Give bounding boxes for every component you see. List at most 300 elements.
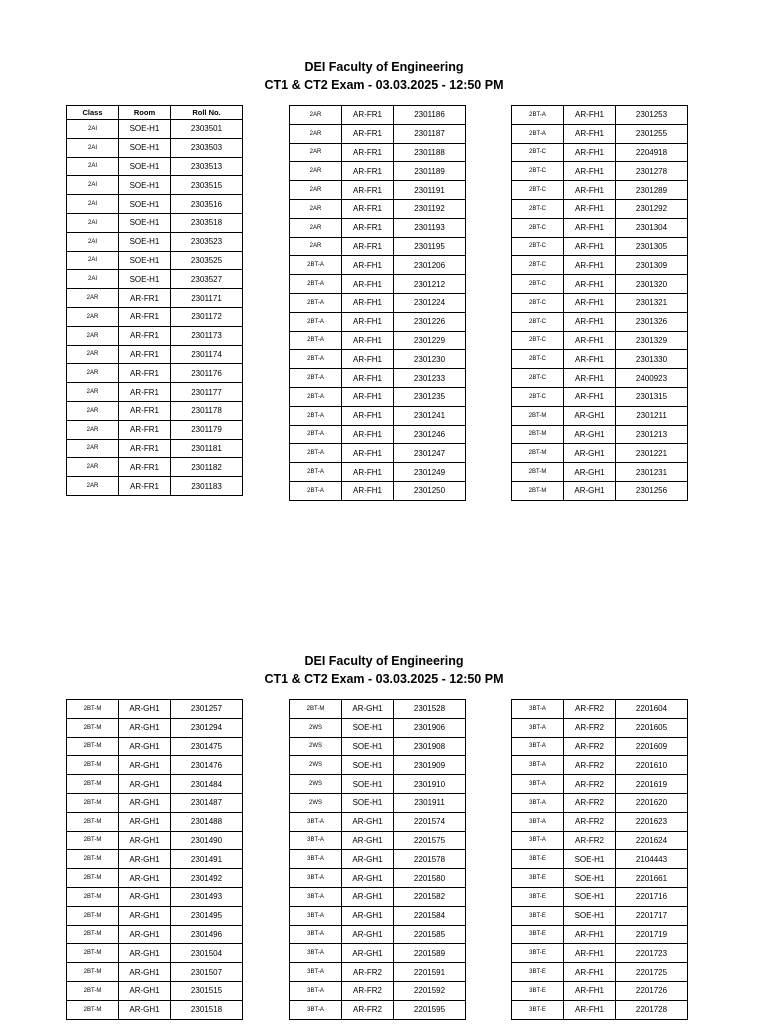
roll-no-cell: 2303525 — [171, 251, 243, 270]
room-cell: AR-FH1 — [342, 369, 394, 388]
room-cell: AR-FR2 — [564, 775, 616, 794]
class-cell: 2AI — [67, 251, 119, 270]
table-row — [512, 256, 688, 275]
room-cell: AR-GH1 — [119, 850, 171, 869]
table-row — [290, 887, 466, 906]
class-cell: 3BT-A — [512, 812, 564, 831]
roll-no-cell: 2201716 — [616, 887, 688, 906]
room-cell: AR-FR1 — [119, 420, 171, 439]
room-cell: SOE-H1 — [119, 195, 171, 214]
table-row — [290, 981, 466, 1000]
roll-no-cell: 2303518 — [171, 213, 243, 232]
table-row — [67, 458, 243, 477]
roll-no-cell: 2301189 — [394, 162, 466, 181]
table-row — [512, 850, 688, 869]
room-cell: SOE-H1 — [119, 213, 171, 232]
class-cell: 2BT-M — [67, 700, 119, 719]
room-cell: AR-FH1 — [342, 463, 394, 482]
class-cell: 2BT-M — [67, 812, 119, 831]
roll-no-cell: 2303515 — [171, 176, 243, 195]
roll-no-cell: 2201719 — [616, 925, 688, 944]
roll-no-cell: 2201624 — [616, 831, 688, 850]
table-row — [290, 963, 466, 982]
class-cell: 2BT-M — [67, 1000, 119, 1019]
room-cell: AR-GH1 — [119, 1000, 171, 1019]
room-cell: AR-FR1 — [119, 477, 171, 496]
table-row — [67, 364, 243, 383]
class-cell: 2BT-M — [67, 756, 119, 775]
class-cell: 3BT-E — [512, 906, 564, 925]
class-cell: 3BT-A — [290, 981, 342, 1000]
room-cell: AR-FH1 — [564, 181, 616, 200]
room-cell: SOE-H1 — [564, 869, 616, 888]
class-cell: 3BT-E — [512, 963, 564, 982]
class-cell: 3BT-A — [290, 1000, 342, 1019]
table-row — [290, 350, 466, 369]
roll-no-cell: 2301294 — [171, 718, 243, 737]
class-cell: 3BT-A — [512, 737, 564, 756]
roll-no-cell: 2301292 — [616, 199, 688, 218]
roll-no-cell: 2201605 — [616, 718, 688, 737]
room-cell: AR-FH1 — [342, 481, 394, 500]
roll-no-cell: 2400923 — [616, 369, 688, 388]
room-cell: AR-FH1 — [564, 981, 616, 1000]
class-cell: 3BT-A — [290, 925, 342, 944]
table-row — [512, 124, 688, 143]
table-row — [290, 700, 466, 719]
class-cell: 2BT-M — [512, 481, 564, 500]
class-cell: 2BT-M — [67, 831, 119, 850]
room-cell: AR-FH1 — [564, 331, 616, 350]
table-row — [67, 756, 243, 775]
table-row — [67, 120, 243, 139]
table-row — [67, 326, 243, 345]
table-row — [67, 270, 243, 289]
table-row — [67, 887, 243, 906]
table-row — [67, 869, 243, 888]
room-cell: AR-GH1 — [342, 812, 394, 831]
table-row — [290, 775, 466, 794]
table-row — [290, 162, 466, 181]
table-row — [67, 157, 243, 176]
table-row — [512, 181, 688, 200]
table-row — [512, 425, 688, 444]
roll-no-cell: 2201619 — [616, 775, 688, 794]
roll-no-cell: 2201620 — [616, 793, 688, 812]
class-cell: 2BT-A — [290, 463, 342, 482]
class-cell: 2BT-M — [512, 406, 564, 425]
table-row — [290, 293, 466, 312]
roll-no-cell: 2301172 — [171, 307, 243, 326]
class-cell: 2BT-A — [290, 256, 342, 275]
room-cell: AR-FR2 — [564, 812, 616, 831]
class-cell: 2BT-M — [67, 793, 119, 812]
room-cell: SOE-H1 — [342, 737, 394, 756]
class-cell: 2BT-A — [290, 293, 342, 312]
class-cell: 3BT-A — [290, 906, 342, 925]
roll-no-cell: 2201609 — [616, 737, 688, 756]
table-row — [67, 812, 243, 831]
class-cell: 2AR — [67, 383, 119, 402]
roll-no-cell: 2301178 — [171, 401, 243, 420]
table-row — [290, 143, 466, 162]
roll-no-cell: 2301255 — [616, 124, 688, 143]
seating-table-5 — [289, 699, 466, 1020]
class-cell: 3BT-A — [290, 944, 342, 963]
roll-no-cell: 2301488 — [171, 812, 243, 831]
class-cell: 2BT-M — [290, 700, 342, 719]
class-cell: 2AR — [290, 237, 342, 256]
roll-no-cell: 2301247 — [394, 444, 466, 463]
roll-no-cell: 2301246 — [394, 425, 466, 444]
roll-no-cell: 2301221 — [616, 444, 688, 463]
table-row — [290, 831, 466, 850]
roll-no-cell: 2301233 — [394, 369, 466, 388]
class-cell: 2BT-C — [512, 293, 564, 312]
room-cell: AR-FR1 — [342, 124, 394, 143]
roll-no-cell: 2301315 — [616, 387, 688, 406]
class-cell: 2BT-M — [512, 425, 564, 444]
room-cell: AR-FH1 — [564, 944, 616, 963]
room-cell: AR-FR2 — [342, 981, 394, 1000]
class-cell: 2BT-M — [67, 737, 119, 756]
table-row — [67, 307, 243, 326]
table-row — [67, 850, 243, 869]
roll-no-cell: 2301475 — [171, 737, 243, 756]
table-row — [290, 425, 466, 444]
room-cell: SOE-H1 — [564, 887, 616, 906]
room-cell: AR-FH1 — [564, 218, 616, 237]
room-cell: AR-GH1 — [564, 481, 616, 500]
class-cell: 2AR — [290, 124, 342, 143]
class-cell: 2BT-C — [512, 162, 564, 181]
table-row — [290, 812, 466, 831]
page2-title — [0, 652, 768, 688]
room-cell: AR-FR1 — [342, 143, 394, 162]
class-cell: 2BT-C — [512, 369, 564, 388]
roll-no-cell: 2301173 — [171, 326, 243, 345]
table-row — [67, 737, 243, 756]
room-cell: AR-FR1 — [119, 439, 171, 458]
class-cell: 3BT-A — [512, 718, 564, 737]
roll-no-cell: 2301229 — [394, 331, 466, 350]
table-row — [290, 444, 466, 463]
class-cell: 3BT-E — [512, 869, 564, 888]
class-cell: 2WS — [290, 737, 342, 756]
room-cell: SOE-H1 — [119, 138, 171, 157]
class-cell: 2AR — [67, 420, 119, 439]
table-row — [67, 700, 243, 719]
table-row — [512, 331, 688, 350]
table-row — [67, 383, 243, 402]
roll-no-cell: 2301495 — [171, 906, 243, 925]
room-cell: AR-GH1 — [564, 444, 616, 463]
page2-title-line1: DEI Faculty of Engineering — [304, 654, 464, 668]
table-row — [290, 406, 466, 425]
room-cell: SOE-H1 — [342, 793, 394, 812]
class-cell: 2BT-C — [512, 275, 564, 294]
roll-no-cell: 2301515 — [171, 981, 243, 1000]
room-cell: AR-FH1 — [564, 1000, 616, 1019]
room-cell: AR-FR2 — [342, 963, 394, 982]
table-row — [512, 869, 688, 888]
class-cell: 3BT-A — [512, 831, 564, 850]
table-row — [512, 906, 688, 925]
table-row — [67, 1000, 243, 1019]
roll-no-cell: 2301321 — [616, 293, 688, 312]
roll-no-cell: 2301191 — [394, 181, 466, 200]
room-cell: AR-GH1 — [342, 850, 394, 869]
room-cell: AR-FH1 — [342, 387, 394, 406]
room-cell: AR-GH1 — [119, 700, 171, 719]
roll-no-cell: 2301183 — [171, 477, 243, 496]
class-cell: 2BT-C — [512, 199, 564, 218]
class-cell: 2AR — [290, 162, 342, 181]
class-cell: 2BT-M — [67, 869, 119, 888]
room-cell: AR-FH1 — [342, 275, 394, 294]
table-row — [67, 718, 243, 737]
class-cell: 2WS — [290, 793, 342, 812]
room-cell: AR-FH1 — [564, 237, 616, 256]
table-row — [512, 812, 688, 831]
roll-no-cell: 2301507 — [171, 963, 243, 982]
roll-no-cell: 2301257 — [171, 700, 243, 719]
roll-no-cell: 2301305 — [616, 237, 688, 256]
table-row — [512, 1000, 688, 1019]
class-cell: 3BT-A — [290, 812, 342, 831]
class-cell: 2BT-A — [290, 312, 342, 331]
room-cell: AR-FH1 — [564, 143, 616, 162]
roll-no-cell: 2301249 — [394, 463, 466, 482]
room-cell: AR-GH1 — [119, 981, 171, 1000]
class-cell: 2BT-C — [512, 143, 564, 162]
table-row — [290, 737, 466, 756]
table-row — [512, 756, 688, 775]
room-cell: AR-GH1 — [119, 812, 171, 831]
page1-title-line2: CT1 & CT2 Exam - 03.03.2025 - 12:50 PM — [264, 78, 504, 92]
class-cell: 2BT-C — [512, 256, 564, 275]
class-cell: 2AR — [67, 326, 119, 345]
class-cell: 2BT-C — [512, 237, 564, 256]
class-cell: 2AR — [290, 106, 342, 125]
class-cell: 2AI — [67, 195, 119, 214]
room-cell: AR-FR2 — [564, 793, 616, 812]
roll-no-cell: 2301329 — [616, 331, 688, 350]
room-cell: SOE-H1 — [119, 251, 171, 270]
roll-no-cell: 2301174 — [171, 345, 243, 364]
room-cell: AR-GH1 — [342, 869, 394, 888]
roll-no-cell: 2301192 — [394, 199, 466, 218]
room-cell: AR-FH1 — [564, 350, 616, 369]
class-cell: 2BT-A — [290, 425, 342, 444]
room-cell: AR-GH1 — [119, 925, 171, 944]
roll-no-cell: 2301518 — [171, 1000, 243, 1019]
room-cell: AR-GH1 — [119, 718, 171, 737]
class-cell: 2AR — [290, 181, 342, 200]
seating-table-4 — [66, 699, 243, 1020]
class-cell: 2AI — [67, 232, 119, 251]
roll-no-cell: 2301230 — [394, 350, 466, 369]
class-cell: 2BT-M — [67, 775, 119, 794]
room-cell: AR-GH1 — [119, 793, 171, 812]
roll-no-cell: 2301906 — [394, 718, 466, 737]
room-cell: SOE-H1 — [342, 756, 394, 775]
class-cell: 3BT-A — [512, 775, 564, 794]
class-cell: 2BT-A — [290, 275, 342, 294]
room-cell: AR-GH1 — [119, 944, 171, 963]
table-row — [67, 981, 243, 1000]
roll-no-cell: 2303523 — [171, 232, 243, 251]
class-cell: 2BT-C — [512, 350, 564, 369]
class-cell: 2AI — [67, 213, 119, 232]
class-cell: 2BT-M — [67, 925, 119, 944]
roll-no-cell: 2201623 — [616, 812, 688, 831]
room-cell: AR-GH1 — [342, 831, 394, 850]
room-cell: AR-GH1 — [564, 463, 616, 482]
roll-no-cell: 2301206 — [394, 256, 466, 275]
room-cell: AR-GH1 — [342, 944, 394, 963]
table-row — [290, 312, 466, 331]
room-cell: AR-FR1 — [119, 345, 171, 364]
class-cell: 2BT-M — [67, 887, 119, 906]
class-cell: 2AR — [67, 401, 119, 420]
class-cell: 2BT-A — [290, 331, 342, 350]
class-cell: 2BT-M — [67, 944, 119, 963]
table-row — [290, 481, 466, 500]
room-cell: SOE-H1 — [342, 718, 394, 737]
roll-no-cell: 2301179 — [171, 420, 243, 439]
table-row — [290, 387, 466, 406]
table-row — [290, 331, 466, 350]
roll-no-cell: 2301304 — [616, 218, 688, 237]
class-cell: 2BT-A — [290, 444, 342, 463]
table-row — [512, 162, 688, 181]
class-cell: 2AR — [67, 477, 119, 496]
class-cell: 3BT-E — [512, 850, 564, 869]
class-cell: 2BT-M — [67, 981, 119, 1000]
table-row — [67, 477, 243, 496]
class-cell: 2BT-A — [290, 406, 342, 425]
class-cell: 2BT-C — [512, 218, 564, 237]
table-row — [512, 963, 688, 982]
class-cell: 2BT-C — [512, 387, 564, 406]
room-cell: AR-FH1 — [342, 256, 394, 275]
room-cell: AR-FH1 — [564, 106, 616, 125]
roll-no-cell: 2201595 — [394, 1000, 466, 1019]
roll-no-cell: 2301492 — [171, 869, 243, 888]
roll-no-cell: 2301224 — [394, 293, 466, 312]
class-cell: 3BT-E — [512, 925, 564, 944]
room-cell: AR-GH1 — [119, 869, 171, 888]
roll-no-cell: 2301177 — [171, 383, 243, 402]
room-cell: AR-GH1 — [119, 963, 171, 982]
table-row — [290, 237, 466, 256]
table-row — [290, 944, 466, 963]
table-row — [67, 289, 243, 308]
roll-no-cell: 2301491 — [171, 850, 243, 869]
roll-no-cell: 2201574 — [394, 812, 466, 831]
roll-no-cell: 2301212 — [394, 275, 466, 294]
roll-no-cell: 2104443 — [616, 850, 688, 869]
seating-table-6 — [511, 699, 688, 1020]
table-row — [290, 218, 466, 237]
roll-no-cell: 2204918 — [616, 143, 688, 162]
table-row — [512, 369, 688, 388]
roll-no-cell: 2201723 — [616, 944, 688, 963]
table-row — [512, 237, 688, 256]
roll-no-cell: 2201591 — [394, 963, 466, 982]
page1-title-line1: DEI Faculty of Engineering — [304, 60, 464, 74]
roll-no-cell: 2301241 — [394, 406, 466, 425]
class-cell: 2AR — [67, 439, 119, 458]
table-row — [290, 869, 466, 888]
roll-no-cell: 2201575 — [394, 831, 466, 850]
seating-table-2 — [289, 105, 466, 501]
table-row — [67, 213, 243, 232]
class-cell: 3BT-A — [512, 793, 564, 812]
room-cell: AR-FH1 — [564, 312, 616, 331]
class-cell: 3BT-E — [512, 1000, 564, 1019]
class-cell: 2BT-C — [512, 181, 564, 200]
class-cell: 2WS — [290, 756, 342, 775]
page2-title-line2: CT1 & CT2 Exam - 03.03.2025 - 12:50 PM — [264, 672, 504, 686]
room-cell: AR-GH1 — [342, 700, 394, 719]
roll-no-cell: 2301250 — [394, 481, 466, 500]
class-cell: 2AR — [67, 345, 119, 364]
table-row — [290, 124, 466, 143]
table-row — [512, 275, 688, 294]
roll-no-cell: 2301330 — [616, 350, 688, 369]
class-cell: 2BT-A — [290, 387, 342, 406]
roll-no-cell: 2201582 — [394, 887, 466, 906]
table-row — [67, 420, 243, 439]
room-cell: AR-GH1 — [119, 906, 171, 925]
class-cell: 2BT-M — [512, 444, 564, 463]
room-cell: AR-FR2 — [564, 700, 616, 719]
class-cell: 3BT-A — [512, 756, 564, 775]
room-cell: AR-FR2 — [342, 1000, 394, 1019]
roll-no-cell: 2301910 — [394, 775, 466, 794]
roll-no-cell: 2301235 — [394, 387, 466, 406]
roll-no-cell: 2301496 — [171, 925, 243, 944]
room-cell: SOE-H1 — [119, 120, 171, 139]
room-cell: AR-GH1 — [119, 831, 171, 850]
table-row — [512, 312, 688, 331]
table-row — [67, 195, 243, 214]
roll-no-cell: 2301487 — [171, 793, 243, 812]
class-cell: 2AR — [67, 307, 119, 326]
roll-no-cell: 2201585 — [394, 925, 466, 944]
roll-no-cell: 2303503 — [171, 138, 243, 157]
class-cell: 3BT-E — [512, 944, 564, 963]
table-row — [67, 831, 243, 850]
class-cell: 2AI — [67, 157, 119, 176]
class-cell: 3BT-A — [290, 963, 342, 982]
room-cell: SOE-H1 — [342, 775, 394, 794]
room-cell: AR-FR1 — [119, 383, 171, 402]
table-row — [290, 1000, 466, 1019]
roll-no-cell: 2301226 — [394, 312, 466, 331]
room-cell: AR-GH1 — [342, 906, 394, 925]
roll-no-cell: 2303513 — [171, 157, 243, 176]
table-row — [67, 138, 243, 157]
class-cell: 2BT-C — [512, 312, 564, 331]
roll-no-cell: 2301278 — [616, 162, 688, 181]
room-cell: AR-GH1 — [564, 406, 616, 425]
roll-no-cell: 2201726 — [616, 981, 688, 1000]
room-cell: AR-FH1 — [564, 963, 616, 982]
room-cell: SOE-H1 — [119, 176, 171, 195]
